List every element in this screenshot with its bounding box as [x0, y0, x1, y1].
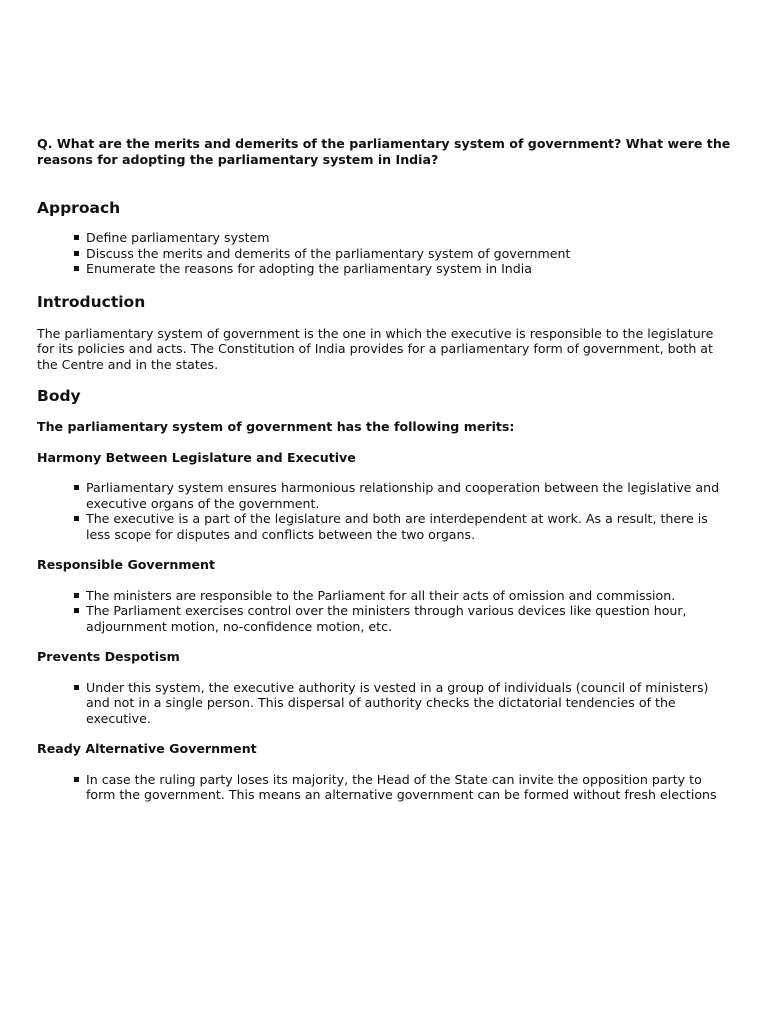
- section-title-harmony: Harmony Between Legislature and Executive: [37, 449, 356, 465]
- approach-item: Define parliamentary system: [86, 230, 732, 246]
- section-title-despotism: Prevents Despotism: [37, 649, 180, 664]
- list-item: The ministers are responsible to the Parliament for all their acts of omission and commission.: [86, 588, 732, 604]
- list-item: Parliamentary system ensures harmonious relationship and cooperation between the legislative and executive organs of the government.: [86, 480, 732, 511]
- list-item: In case the ruling party loses its majority, the Head of the State can invite the opposition party to form the government. This means an alternative government can be formed without fresh elections: [86, 772, 732, 803]
- section-title-responsible: Responsible Government: [37, 557, 216, 572]
- section-list-harmony: [37, 480, 732, 542]
- approach-item: Discuss the merits and demerits of the parliamentary system of government: [86, 246, 732, 262]
- question-text: Q. What are the merits and demerits of the parliamentary system of government? What were the reasons for adopting the parliamentary system in India?: [37, 136, 731, 167]
- approach-list: [37, 230, 732, 277]
- list-item: Under this system, the executive authority is vested in a group of individuals (council of ministers) and not in a single person. This dispersal of authority checks the dictatorial tendencies of the executive.: [86, 680, 732, 727]
- list-item: The executive is a part of the legislature and both are interdependent at work. As a result, there is less scope for disputes and conflicts between the two organs.: [86, 511, 732, 542]
- section-title-alternative: Ready Alternative Government: [37, 741, 257, 756]
- introduction-heading: Introduction: [37, 292, 146, 311]
- section-list-alternative: [37, 772, 732, 803]
- body-heading: Body: [37, 387, 81, 405]
- list-item: The Parliament exercises control over the ministers through various devices like question hour, adjournment motion, no-confidence motion, etc.: [86, 603, 732, 634]
- approach-heading: Approach: [37, 199, 121, 217]
- introduction-text: The parliamentary system of government is the one in which the executive is responsible to the legislature for its policies and acts. The Constitution of India provides for a parliamentary form of government, both at the Centre and in the states.: [37, 325, 714, 372]
- section-list-despotism: [37, 680, 732, 727]
- body-lead: The parliamentary system of government has the following merits:: [37, 419, 515, 434]
- approach-item: Enumerate the reasons for adopting the parliamentary system in India: [86, 261, 732, 277]
- section-list-responsible: [37, 588, 732, 635]
